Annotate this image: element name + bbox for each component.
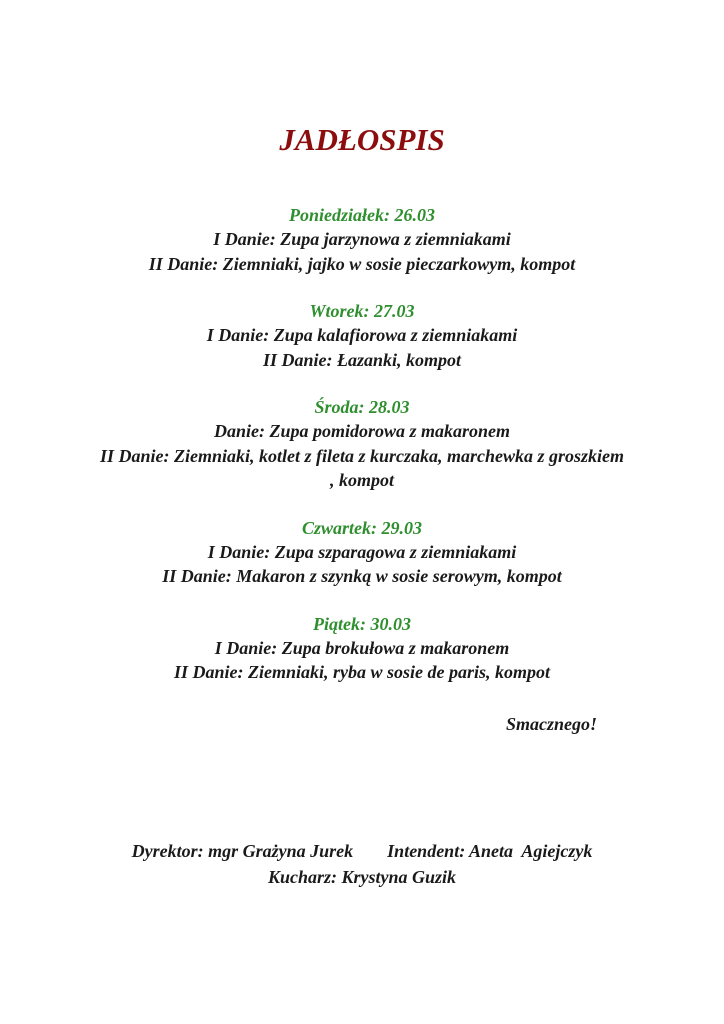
day-thursday: [100, 516, 624, 589]
first-course: Danie: Zupa pomidorowa z makaronem: [213, 421, 511, 441]
day-heading: Piątek: 30.03: [313, 613, 411, 634]
day-wednesday: [100, 395, 624, 493]
closing-greeting: Smacznego!: [505, 714, 597, 734]
first-course: I Danie: Zupa szparagowa z ziemniakami: [207, 541, 517, 562]
cook-name: Kucharz: Krystyna Guzik: [267, 867, 457, 887]
second-course: II Danie: Ziemniaki, ryba w sosie de paris, kompot: [173, 662, 550, 682]
day-heading: Czwartek: 29.03: [301, 517, 422, 538]
second-course: II Danie: Makaron z szynką w sosie serowym, kompot: [162, 566, 562, 586]
second-course: II Danie: Ziemniaki, jajko w sosie pieczarkowym, kompot: [148, 253, 576, 274]
weekly-menu: [100, 203, 624, 708]
page-title: JADŁOSPIS: [279, 122, 445, 157]
director-name: Dyrektor: mgr Grażyna Jurek: [131, 841, 354, 861]
day-heading: Poniedziałek: 26.03: [289, 205, 435, 225]
day-friday: [100, 612, 624, 685]
second-course: II Danie: Łazanki, kompot: [262, 349, 462, 370]
intendant-name: Intendent: Aneta Agiejczyk: [387, 841, 593, 861]
first-course: I Danie: Zupa jarzynowa z ziemniakami: [213, 229, 511, 249]
staff-footer: [0, 838, 724, 890]
day-tuesday: [100, 299, 624, 372]
day-heading: Środa: 28.03: [314, 397, 410, 417]
day-monday: [100, 203, 624, 276]
second-course: II Danie: Ziemniaki, kotlet z fileta z kurczaka, marchewka z groszkiem , kompot: [100, 445, 625, 490]
staff-line-1: [0, 838, 724, 864]
first-course: I Danie: Zupa kalafiorowa z ziemniakami: [206, 325, 518, 345]
day-heading: Wtorek: 27.03: [309, 301, 415, 321]
first-course: I Danie: Zupa brokułowa z makaronem: [214, 637, 510, 658]
